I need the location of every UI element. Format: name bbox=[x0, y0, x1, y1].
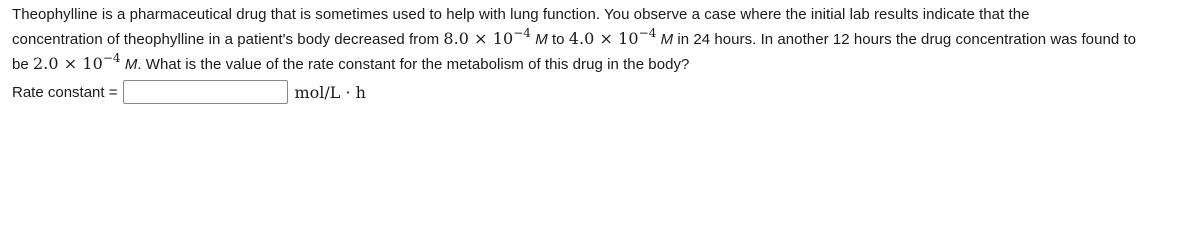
second-concentration-mantissa: 4.0 × 10 bbox=[568, 29, 639, 48]
initial-concentration bbox=[443, 26, 531, 48]
unit-molar-3: M bbox=[124, 56, 138, 73]
third-concentration bbox=[33, 51, 121, 73]
question-line-2-text-b: to bbox=[547, 31, 569, 48]
question-line-2 bbox=[12, 27, 1194, 52]
question-line-2-text-a: concentration of theophylline in a patient's body decreased from bbox=[12, 31, 444, 48]
third-concentration-exponent: −4 bbox=[102, 51, 121, 65]
question-line-1-text: Theophylline is a pharmaceutical drug that is sometimes used to help with lung function. You observe a case where the initial lab results indicate that the bbox=[12, 6, 1030, 23]
unit-molar-2: M bbox=[660, 31, 674, 48]
question-line-1 bbox=[12, 3, 1194, 27]
initial-concentration-mantissa: 8.0 × 10 bbox=[443, 29, 514, 48]
third-concentration-mantissa: 2.0 × 10 bbox=[33, 54, 103, 73]
question-line-3-text-a: be bbox=[12, 56, 34, 73]
rate-constant-label: Rate constant = bbox=[12, 83, 118, 101]
question-line-2-text-c: in 24 hours. In another 12 hours the drug concentration was found to bbox=[673, 31, 1137, 48]
rate-constant-input[interactable] bbox=[123, 80, 288, 104]
question-line-3-text-b: . What is the value of the rate constant for the metabolism of this drug in the body? bbox=[137, 56, 690, 73]
unit-molar-1: M bbox=[535, 31, 548, 48]
initial-concentration-exponent: −4 bbox=[513, 26, 531, 40]
question-text bbox=[12, 3, 1194, 77]
rate-constant-unit: mol/L · h bbox=[294, 82, 366, 102]
second-concentration bbox=[568, 26, 657, 48]
answer-row bbox=[12, 79, 366, 105]
second-concentration-exponent: −4 bbox=[638, 26, 657, 40]
question-line-3 bbox=[12, 52, 1194, 77]
